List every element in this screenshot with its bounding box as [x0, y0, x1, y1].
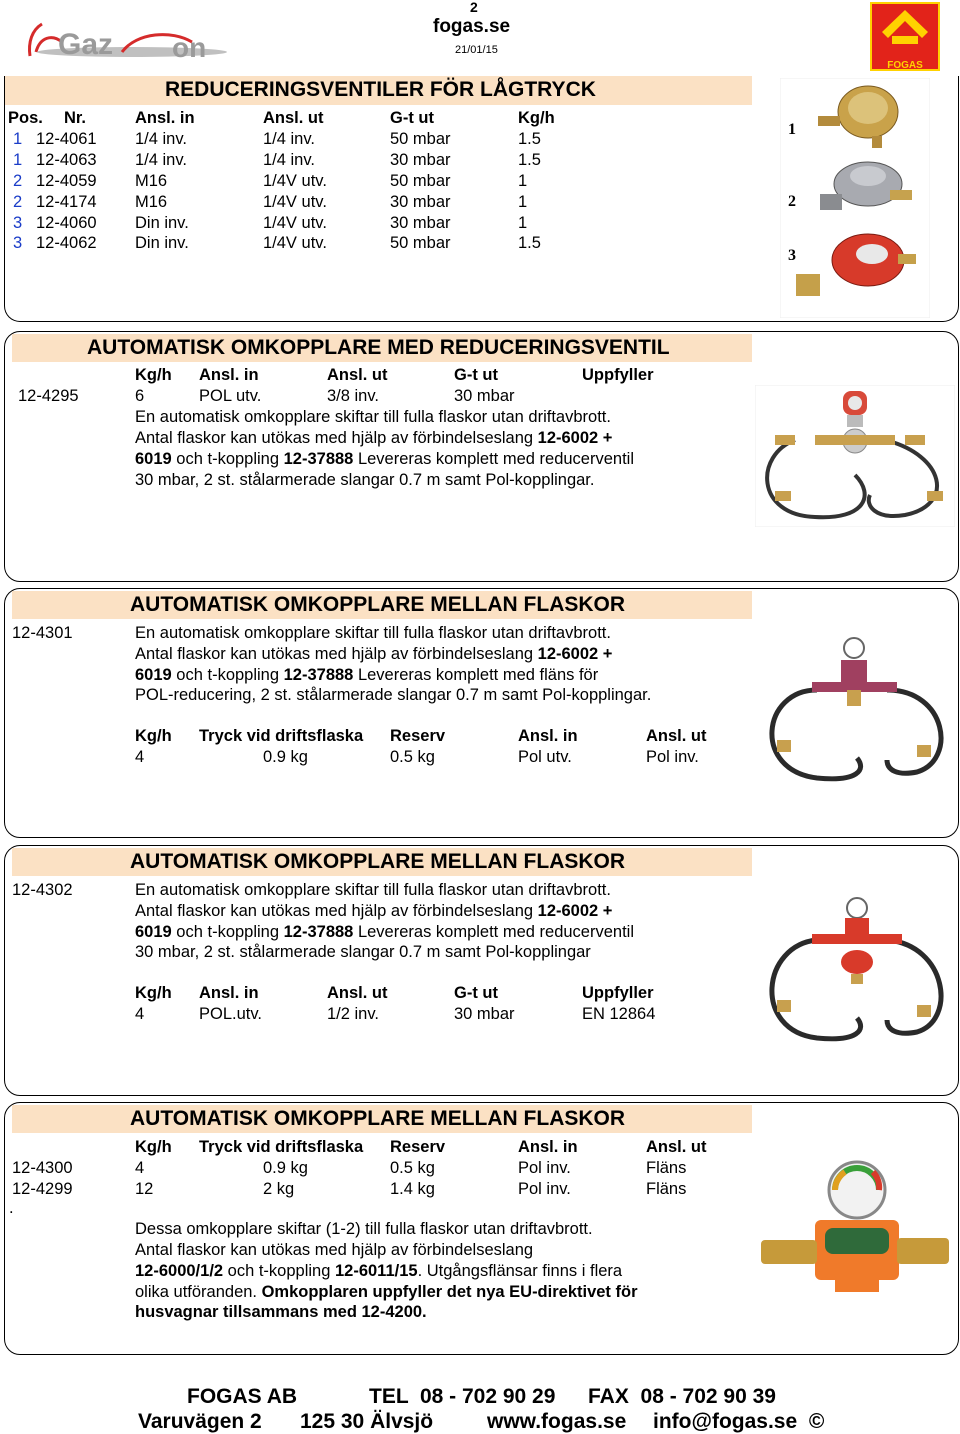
description-line: 30 mbar, 2 st. stålarmerade slangar 0.7 m samt Pol-kopplingar	[135, 943, 591, 961]
col-header: Reserv	[390, 1138, 446, 1156]
cell: 12	[135, 1180, 154, 1198]
cell: 30 mbar	[454, 1005, 515, 1023]
auto-switch-4302-graphic	[757, 890, 953, 1050]
text-bold: 12-6000/1/2	[135, 1262, 224, 1280]
section4-title: AUTOMATISK OMKOPPLARE MELLAN FLASKOR	[12, 848, 752, 876]
description-line	[135, 1261, 622, 1282]
cell: M16	[135, 172, 168, 190]
pos-cell: 1	[13, 130, 23, 148]
cell: 30 mbar	[390, 193, 451, 211]
section2-title: AUTOMATISK OMKOPPLARE MED REDUCERINGSVENTIL	[12, 334, 752, 362]
print-date: 21/01/15	[455, 44, 498, 56]
text-bold: 12-6002 +	[537, 645, 613, 663]
svg-text:on: on	[172, 32, 207, 62]
cell: Fläns	[646, 1180, 687, 1198]
col-header: Ansl. in	[135, 109, 195, 127]
text: och t-koppling	[171, 666, 284, 684]
text: olika utföranden.	[135, 1283, 262, 1301]
text: Levereras komplett med reducerventil	[353, 923, 634, 941]
text: och t-koppling	[223, 1262, 335, 1280]
col-header: Kg/h	[135, 366, 172, 384]
cell: 0.5 kg	[390, 748, 435, 766]
pos-cell: 3	[13, 234, 23, 252]
cell: 1.4 kg	[390, 1180, 435, 1198]
cell: Fläns	[646, 1159, 687, 1177]
col-header: Ansl. in	[518, 727, 578, 745]
description-line	[135, 428, 612, 449]
description-line: En automatisk omkopplare skiftar till fulla flaskor utan driftavbrott.	[135, 881, 611, 899]
col-header: Uppfyller	[582, 984, 654, 1002]
description-line: En automatisk omkopplare skiftar till fulla flaskor utan driftavbrott.	[135, 624, 611, 642]
page-number: 2	[470, 0, 478, 15]
article-cell: 12-4060	[36, 214, 97, 232]
regulators-photo	[780, 78, 930, 318]
footer-fax: FAX 08 - 702 90 39	[588, 1385, 776, 1408]
cell: 4	[135, 1005, 145, 1023]
article-cell: 12-4061	[36, 130, 97, 148]
text-bold: 6019	[135, 923, 172, 941]
text: . Utgångsflänsar finns i flera	[417, 1262, 623, 1280]
dot-mark: .	[9, 1199, 14, 1217]
description-line: POL-reducering, 2 st. stålarmerade slangar 0.7 m samt Pol-kopplingar.	[135, 686, 652, 704]
description-line	[135, 922, 634, 943]
text-bold: Omkopplaren uppfyller det nya EU-direktivet för	[261, 1283, 638, 1301]
cell: POL utv.	[199, 387, 262, 405]
text-bold: 12-6011/15	[334, 1262, 418, 1280]
gazon-logo-text: Gaz	[58, 28, 114, 61]
text: Levereras komplett med reducerventil	[353, 450, 634, 468]
footer-email-link[interactable]: info@fogas.se ©	[653, 1410, 825, 1433]
description-line: husvagnar tillsammans med 12-4200.	[135, 1303, 427, 1321]
col-header: Tryck vid driftsflaska	[199, 727, 364, 745]
cell: 1/4 inv.	[135, 151, 187, 169]
cell: 0.9 kg	[263, 1159, 308, 1177]
cell: 3/8 inv.	[327, 387, 379, 405]
col-header: Ansl. ut	[263, 109, 324, 127]
regulators-photo-graphic	[780, 78, 930, 318]
auto-switch-4301-graphic	[757, 630, 953, 790]
footer-web-link[interactable]: www.fogas.se	[487, 1410, 627, 1433]
cell: 1	[518, 172, 528, 190]
footer-city: 125 30 Älvsjö	[300, 1410, 434, 1433]
cell: 1/2 inv.	[327, 1005, 379, 1023]
image-label: 2	[788, 193, 796, 210]
cell: Pol inv.	[646, 748, 699, 766]
text-bold: 12-37888	[283, 666, 354, 684]
description-line	[135, 901, 612, 922]
cell: 1.5	[518, 130, 541, 148]
cell: Pol inv.	[518, 1180, 571, 1198]
text-bold: 6019	[135, 666, 172, 684]
cell: EN 12864	[582, 1005, 656, 1023]
footer-street: Varuvägen 2	[138, 1410, 262, 1433]
cell: 1.5	[518, 151, 541, 169]
cell: 1/4 inv.	[135, 130, 187, 148]
auto-switch-regulator-photo	[755, 385, 955, 527]
description-line: Dessa omkopplare skiftar (1-2) till fulla flaskor utan driftavbrott.	[135, 1220, 593, 1238]
section1-title: REDUCERINGSVENTILER FÖR LÅGTRYCK	[5, 76, 752, 105]
description-line: 30 mbar, 2 st. stålarmerade slangar 0.7 m samt Pol-kopplingar.	[135, 471, 595, 489]
cell: 1/4V utv.	[263, 214, 327, 232]
description-line: Antal flaskor kan utökas med hjälp av förbindelseslang	[135, 1241, 534, 1259]
section5-title: AUTOMATISK OMKOPPLARE MELLAN FLASKOR	[12, 1105, 752, 1133]
description-line: En automatisk omkopplare skiftar till fulla flaskor utan driftavbrott.	[135, 408, 611, 426]
pos-cell: 1	[13, 151, 23, 169]
cell: 2 kg	[263, 1180, 295, 1198]
auto-switch-4302-photo	[757, 890, 953, 1050]
col-header: Ansl. ut	[327, 366, 388, 384]
text-bold: 12-6002 +	[537, 902, 613, 920]
col-header: Ansl. ut	[646, 1138, 707, 1156]
cell: M16	[135, 193, 168, 211]
text: Antal flaskor kan utökas med hjälp av förbindelseslang	[135, 429, 538, 447]
fogas-logo-text: FOGAS	[887, 60, 923, 71]
image-label: 3	[788, 247, 796, 264]
cell: 1.5	[518, 234, 541, 252]
auto-switch-4301-photo	[757, 630, 953, 790]
gazon-logo-graphic	[22, 12, 237, 62]
text-bold: 6019	[135, 450, 172, 468]
col-header: Tryck vid driftsflaska	[199, 1138, 364, 1156]
article-number: 12-4302	[12, 881, 73, 899]
col-header: Reserv	[390, 727, 446, 745]
cell: 30 mbar	[390, 151, 451, 169]
pos-cell: 3	[13, 214, 23, 232]
cell: 0.5 kg	[390, 1159, 435, 1177]
cell: 50 mbar	[390, 234, 451, 252]
col-header: Ansl. ut	[646, 727, 707, 745]
col-header: Kg/h	[518, 109, 555, 127]
fogas-logo-graphic	[870, 2, 940, 71]
article-number: 12-4299	[12, 1180, 73, 1198]
cell: Din inv.	[135, 214, 189, 232]
cell: 0.9 kg	[263, 748, 308, 766]
col-header: Ansl. ut	[327, 984, 388, 1002]
site-title: fogas.se	[433, 16, 511, 37]
col-header: G-t ut	[390, 109, 434, 127]
text: Antal flaskor kan utökas med hjälp av förbindelseslang	[135, 902, 538, 920]
footer-tel: TEL 08 - 702 90 29	[369, 1385, 556, 1408]
text-bold: 12-6002 +	[537, 429, 613, 447]
col-header: Kg/h	[135, 727, 172, 745]
image-label: 1	[788, 121, 796, 138]
cell: 1	[518, 193, 528, 211]
auto-switch-4300-graphic	[755, 1150, 955, 1300]
text-bold: 12-37888	[283, 923, 354, 941]
article-cell: 12-4063	[36, 151, 97, 169]
col-header: Kg/h	[135, 984, 172, 1002]
cell: 1/4V utv.	[263, 193, 327, 211]
article-cell: 12-4059	[36, 172, 97, 190]
cell: 1/4 inv.	[263, 151, 315, 169]
cell: POL.utv.	[199, 1005, 262, 1023]
cell: Din inv.	[135, 234, 189, 252]
description-line	[135, 644, 612, 665]
cell: 4	[135, 1159, 145, 1177]
article-cell: 12-4062	[36, 234, 97, 252]
cell: 30 mbar	[454, 387, 515, 405]
cell: 1/4V utv.	[263, 234, 327, 252]
cell: 30 mbar	[390, 214, 451, 232]
col-header: Ansl. in	[199, 984, 259, 1002]
section3-title: AUTOMATISK OMKOPPLARE MELLAN FLASKOR	[12, 591, 752, 619]
description-line	[135, 1282, 638, 1303]
cell: 6	[135, 387, 145, 405]
text: och t-koppling	[171, 923, 284, 941]
footer-company: FOGAS AB	[187, 1385, 298, 1408]
col-header: Pos.	[8, 109, 43, 127]
col-header: G-t ut	[454, 984, 498, 1002]
cell: 50 mbar	[390, 130, 451, 148]
article-number: 12-4301	[12, 624, 73, 642]
article-cell: 12-4174	[36, 193, 97, 211]
text: Antal flaskor kan utökas med hjälp av förbindelseslang	[135, 645, 538, 663]
auto-switch-regulator-graphic	[755, 385, 955, 527]
pos-cell: 2	[13, 193, 23, 211]
cell: 50 mbar	[390, 172, 451, 190]
cell: Pol inv.	[518, 1159, 571, 1177]
col-header: G-t ut	[454, 366, 498, 384]
gazon-logo	[22, 12, 237, 62]
pos-cell: 2	[13, 172, 23, 190]
col-header: Ansl. in	[199, 366, 259, 384]
cell: 1/4 inv.	[263, 130, 315, 148]
auto-switch-4300-photo	[755, 1150, 955, 1300]
article-number: 12-4300	[12, 1159, 73, 1177]
fogas-logo	[870, 2, 940, 71]
cell: 4	[135, 748, 145, 766]
cell: Pol utv.	[518, 748, 572, 766]
cell: 1/4V utv.	[263, 172, 327, 190]
description-line	[135, 449, 634, 470]
col-header: Nr.	[64, 109, 87, 127]
col-header: Uppfyller	[582, 366, 654, 384]
cell: 1	[518, 214, 528, 232]
text: Levereras komplett med fläns för	[353, 666, 599, 684]
col-header: Ansl. in	[518, 1138, 578, 1156]
text: och t-koppling	[171, 450, 284, 468]
description-line	[135, 665, 598, 686]
article-number: 12-4295	[18, 387, 79, 405]
col-header: Kg/h	[135, 1138, 172, 1156]
text-bold: 12-37888	[283, 450, 354, 468]
